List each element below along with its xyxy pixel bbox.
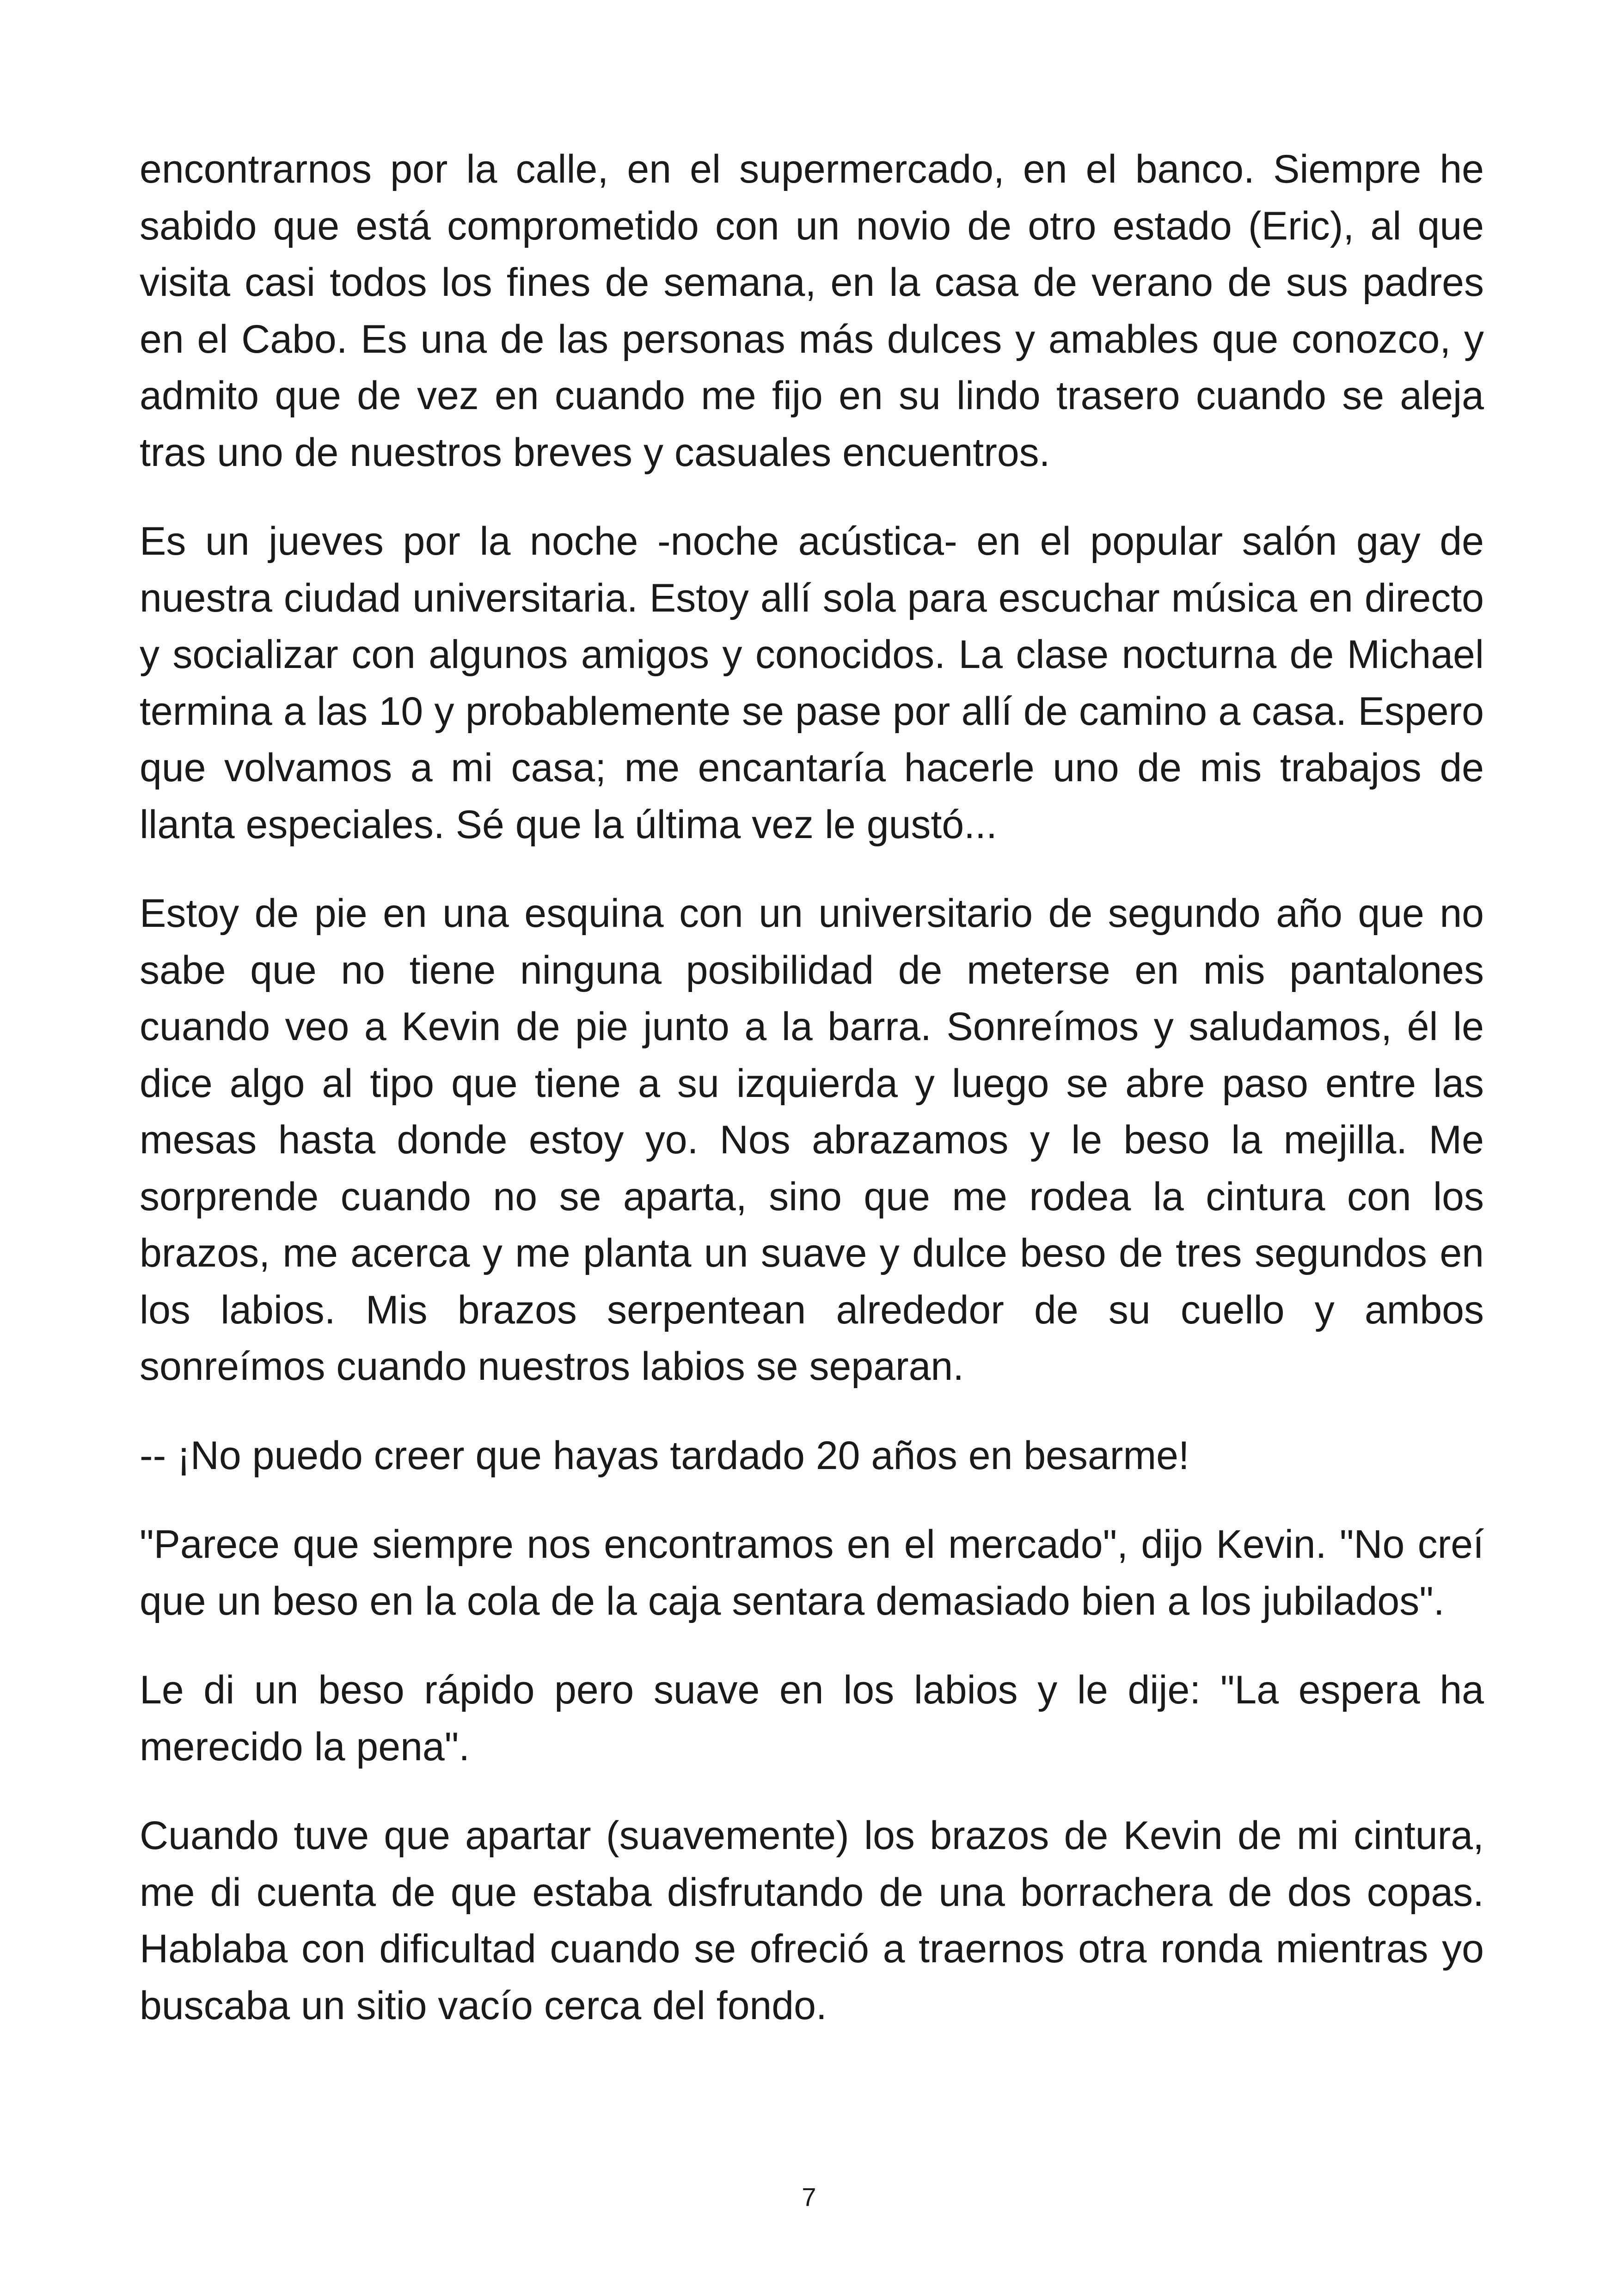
paragraph: Estoy de pie en una esquina con un universitario de segundo año que no sabe que no tiene ninguna posibilidad de meterse en mis pantalones cuando veo a Kevin de pie junto a la barra. Sonreímos y saludamos, él le dice algo al tipo que tiene a su izquierda y luego se abre paso entre las mesas hasta donde estoy yo. Nos abrazamos y le beso la mejilla. Me sorprende cuando no se aparta, sino que me rodea la cintura con los brazos, me acerca y me planta un suave y dulce beso de tres segundos en los labios. Mis brazos serpentean alrededor de su cuello y ambos sonreímos cuando nuestros labios se separan. (140, 891, 1484, 1389)
paragraph: -- ¡No puedo creer que hayas tardado 20 años en besarme! (140, 1433, 1189, 1478)
body-text (140, 141, 1484, 2066)
page-number: 7 (802, 2182, 816, 2211)
paragraph: Es un jueves por la noche -noche acústica- en el popular salón gay de nuestra ciudad universitaria. Estoy allí sola para escuchar música en directo y socializar con algunos amigos y conocidos. La clase nocturna de Michael termina a las 10 y probablemente se pase por allí de camino a casa. Espero que volvamos a mi casa; me encantaría hacerle uno de mis trabajos de llanta especiales. Sé que la última vez le gustó... (140, 519, 1484, 847)
paragraph: Cuando tuve que apartar (suavemente) los brazos de Kevin de mi cintura, me di cuenta de que estaba disfrutando de una borrachera de dos copas. Hablaba con dificultad cuando se ofreció a traernos otra ronda mientras yo buscaba un sitio vacío cerca del fondo. (140, 1813, 1484, 2028)
paragraph: encontrarnos por la calle, en el supermercado, en el banco. Siempre he sabido que está comprometido con un novio de otro estado (Eric), al que visita casi todos los fines de semana, en la casa de verano de sus padres en el Cabo. Es una de las personas más dulces y amables que conozco, y admito que de vez en cuando me fijo en su lindo trasero cuando se aleja tras uno de nuestros breves y casuales encuentros. (140, 147, 1484, 475)
paragraph: "Parece que siempre nos encontramos en el mercado", dijo Kevin. "No creí que un beso en la cola de la caja sentara demasiado bien a los jubilados". (140, 1522, 1484, 1623)
paragraph: Le di un beso rápido pero suave en los labios y le dije: "La espera ha merecido la pena". (140, 1668, 1484, 1769)
